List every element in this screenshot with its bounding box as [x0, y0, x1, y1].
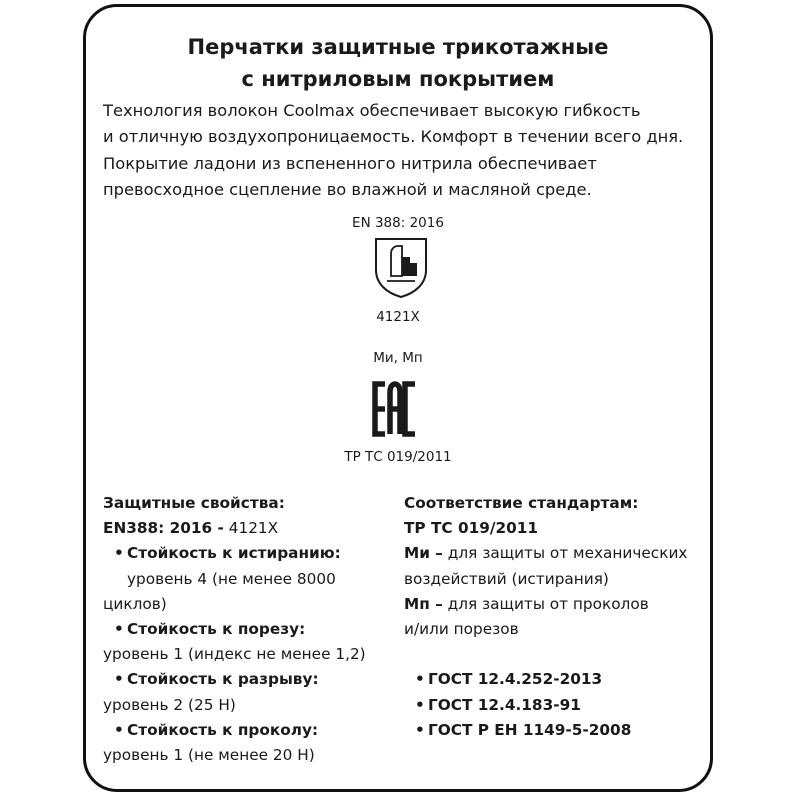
- puncture-value: уровень 1 (не менее 20 Н): [103, 745, 315, 764]
- spacer: [404, 642, 687, 667]
- tear-title: • Стойкость к разрыву:: [127, 667, 366, 692]
- tr-ts-label: ТР ТС 019/2011: [344, 449, 452, 465]
- mi-description-cont: воздействий (истирания): [404, 569, 609, 588]
- eac-mark-icon: [371, 380, 429, 438]
- protective-properties-heading: Защитные свойства:: [103, 494, 285, 512]
- en388-rating-code: 4121X: [223, 519, 279, 538]
- cut-title: • Стойкость к порезу:: [127, 617, 366, 642]
- abrasion-title: • Стойкость к истиранию:: [127, 541, 366, 566]
- mp-description-cont: и/или порезов: [404, 619, 519, 638]
- en388-label: EN 388: 2016: [352, 215, 444, 231]
- puncture-title: • Стойкость к проколу:: [127, 718, 366, 743]
- gost-item: • ГОСТ Р ЕН 1149-5-2008: [428, 718, 687, 743]
- mi-label: Ми –: [404, 544, 443, 563]
- protective-properties: [103, 491, 366, 768]
- intro-line: и отличную воздухопроницаемость. Комфорт в течении всего дня.: [103, 127, 684, 147]
- mp-text: для защиты от проколов: [442, 594, 649, 613]
- protection-marking: Ми, Мп: [373, 350, 423, 366]
- en388-shield-icon: [373, 236, 429, 300]
- en388-rating-label: EN388: 2016 -: [103, 519, 224, 538]
- intro-line: превосходное сцепление во влажной и масляной среде.: [103, 180, 592, 200]
- intro-line: Покрытие ладони из вспененного нитрила обеспечивает: [103, 153, 597, 173]
- mi-text: для защиты от механических: [442, 544, 688, 563]
- tear-value: уровень 2 (25 Н): [103, 695, 236, 714]
- tr-ts-standard: ТР ТС 019/2011: [404, 519, 539, 538]
- intro-paragraph: [103, 98, 703, 204]
- abrasion-value: уровень 4 (не менее 8000: [127, 569, 336, 588]
- title-line-2: с нитриловым покрытием: [241, 67, 555, 91]
- en388-code: 4121X: [376, 309, 420, 325]
- standards-heading: Соответствие стандартам:: [404, 494, 639, 512]
- en388-rating: [103, 516, 366, 541]
- mp-description: [404, 592, 687, 617]
- cut-value: уровень 1 (индекс не менее 1,2): [103, 645, 366, 664]
- standards-compliance: [404, 491, 687, 743]
- gost-item: • ГОСТ 12.4.252-2013: [428, 667, 687, 692]
- title-line-1: Перчатки защитные трикотажные: [187, 35, 609, 59]
- gost-item: • ГОСТ 12.4.183-91: [428, 693, 687, 718]
- mi-description: [404, 541, 687, 566]
- abrasion-value-cont: циклов): [103, 594, 167, 613]
- mp-label: Мп –: [404, 594, 443, 613]
- intro-line: Технология волокон Coolmax обеспечивает высокую гибкость: [103, 101, 641, 120]
